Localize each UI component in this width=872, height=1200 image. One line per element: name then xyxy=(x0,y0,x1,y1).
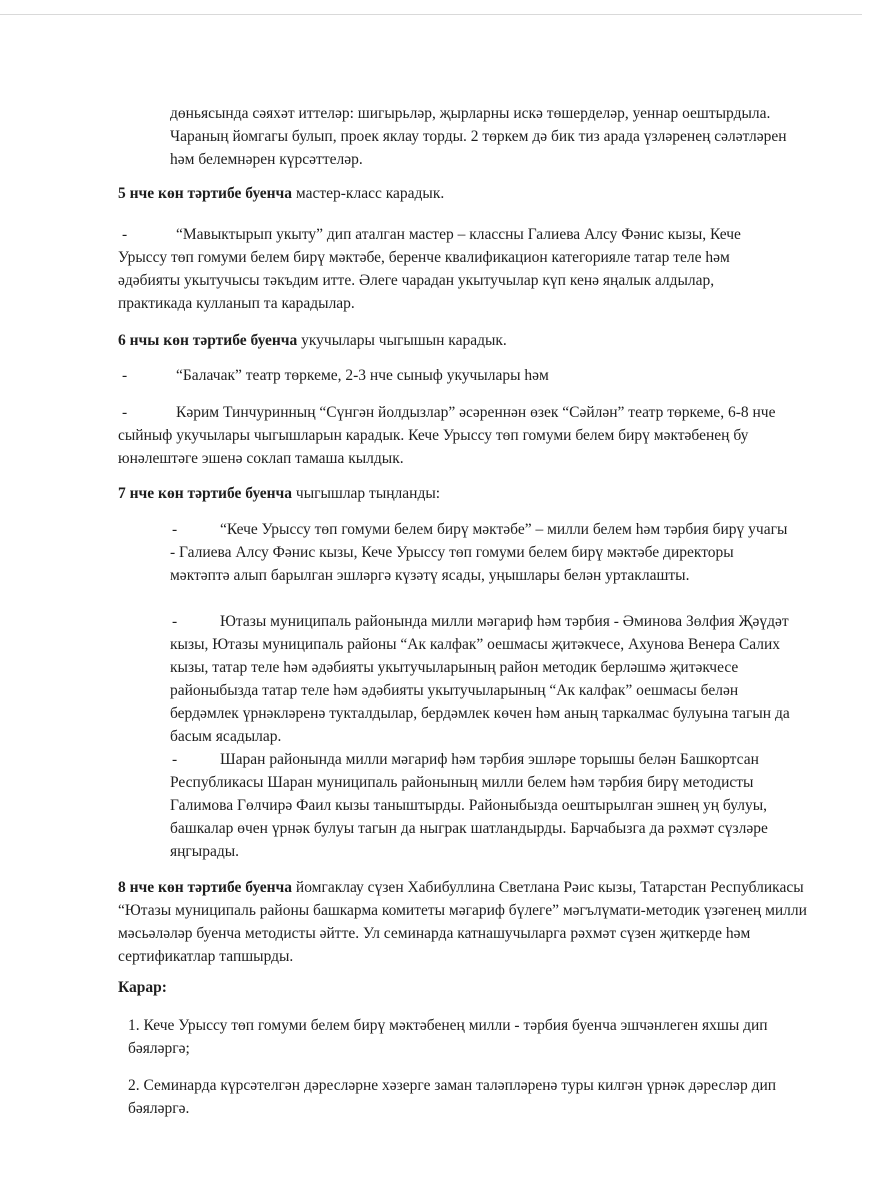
day7-item-1 xyxy=(170,518,795,587)
decision-heading: Карар: xyxy=(118,979,167,996)
decision-item-1: 1. Кече Урыссу төп гомуми белем бирү мәктәбенең милли - тәрбия буенча эшчәнлеген яхшы дип бәяләргә; xyxy=(128,1017,768,1057)
day8-heading-text: йомгаклау сүзен Хабибуллина Светлана Рәис кызы, Татарстан Республикасы “Ютазы муниципаль районы башкарма комитеты мәгариф бүлеге” мәгълүмати-методик үзәгенең милли мәсьәләләр буенча методисты әйтте. Ул семинарда катнашучыларга рәхмәт сүзен җиткерде һәм сертификатлар тапшырды. xyxy=(118,879,807,965)
day6-heading-text: укучылары чыгышын карадык. xyxy=(297,332,507,349)
day7-bullet-3: - xyxy=(172,751,178,768)
intro-paragraph: дөньясында сәяхәт иттеләр: шигырьләр, җырларны искә төшерделәр, уеннар оештырдыла. Чараның йомгагы булып, проек яклау торды. 2 төркем дә бик тиз арада үзләренең сәләтләрен һәм белемнәрен күрсәттеләр. xyxy=(170,105,787,168)
day5-item xyxy=(118,223,778,315)
day7-item-3-text: Шаран районында милли мәгариф һәм тәрбия эшләре торышы белән Башкортсан Республикасы Шаран муниципаль районының милли белем һәм тәрбия бирү методисты Галимова Гөлчирә Фаил кызы таныштырды. Районыбызда оештырылган эшнең уң булуы, башкалар өчен үрнәк булуы тагын да ныграк шатландырды. Барчабызга да рәхмәт сүзләре яңгырады. xyxy=(170,751,768,860)
day5-heading-text: мастер-класс карадык. xyxy=(292,185,445,202)
day6-item-2 xyxy=(118,401,778,470)
day8-paragraph xyxy=(118,876,830,968)
day6-item-1-text: “Балачак” театр төркеме, 2-3 нче сыныф укучылары һәм xyxy=(176,367,549,384)
day7-item-2 xyxy=(170,610,795,748)
day6-bullet-1: - xyxy=(122,367,128,384)
day7-bullet-2: - xyxy=(172,613,178,630)
day7-heading: 7 нче көн тәртибе буенча xyxy=(118,485,293,502)
day8-heading: 8 нче көн тәртибе буенча xyxy=(118,879,293,896)
day5-bullet: - xyxy=(122,226,128,243)
day6-heading: 6 нчы көн тәртибе буенча xyxy=(118,332,298,349)
day5-item-text: “Мавыктырып укыту” дип аталган мастер – классны Галиева Алсу Фәнис кызы, Кече Урыссу төп гомуми белем бирү мәктәбе, беренче квалификацион категорияле татар теле һәм әдәбияты укытучысы тәкъдим итте. Әлеге чарадан укытучылар күп кенә яңалык алдылар, практикада кулланып та карадылар. xyxy=(118,226,741,312)
day7-item-2-text: Ютазы муниципаль районында милли мәгариф һәм тәрбия - Әминова Зөлфия Җәүдәт кызы, Ютазы муниципаль районы “Ак калфак” оешмасы җитәкчесе, Ахунова Венера Салих кызы, татар теле һәм әдәбияты укытучыларының район методик берләшмә җитәкчесе районыбызда татар теле һәм әдәбияты укытучыларының “Ак калфак” оешмасы белән бердәмлек үрнәкләренә тукталдылар, бердәмлек көчен һәм аның таркалмас булуына тагын да басым ясадылар. xyxy=(170,613,790,745)
day5-paragraph xyxy=(118,182,818,205)
scan-edge-line xyxy=(0,14,862,15)
day6-item-1 xyxy=(118,364,778,387)
day7-item-3 xyxy=(170,748,795,863)
day7-heading-text: чыгышлар тыңланды: xyxy=(292,485,441,502)
day7-item-1-text: “Кече Урыссу төп гомуми белем бирү мәктәбе” – милли белем һәм тәрбия бирү учагы - Галиева Алсу Фәнис кызы, Кече Урыссу төп гомуми белем бирү мәктәбе директоры мәктәптә алып барылган эшләргә күзәтү ясады, уңышлары белән уртаклашты. xyxy=(170,521,788,584)
day7-paragraph xyxy=(118,482,818,505)
day6-paragraph xyxy=(118,329,818,352)
day6-item-2-text: Кәрим Тинчуринның “Сүнгән йолдызлар” әсәреннән өзек “Сәйлән” театр төркеме, 6-8 нче сыйныф укучылары чыгышларын карадык. Кече Урыссу төп гомуми белем бирү мәктәбенең бу юнәлештәге эшенә соклап тамаша кылдык. xyxy=(118,404,776,467)
decision-item-2: 2. Семинарда күрсәтелгән дәресләрне хәзерге заман таләпләренә туры килгән үрнәк дәресләр дип бәяләргә. xyxy=(128,1077,777,1117)
day5-heading: 5 нче көн тәртибе буенча xyxy=(118,185,293,202)
day7-bullet-1: - xyxy=(172,521,178,538)
day6-bullet-2: - xyxy=(122,404,128,421)
